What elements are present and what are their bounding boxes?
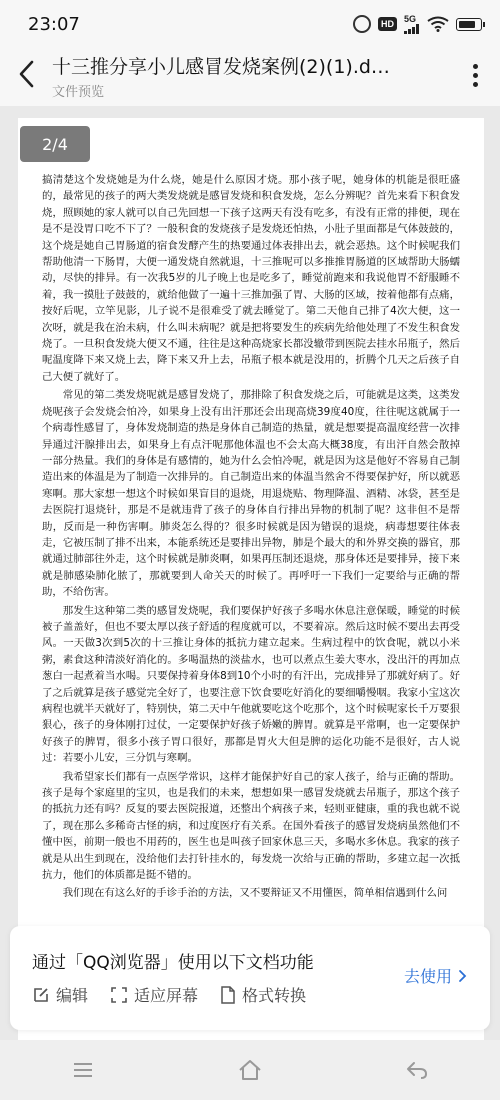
signal-bars-icon bbox=[404, 24, 420, 34]
hd-icon: HD bbox=[378, 17, 397, 31]
chevron-right-icon bbox=[458, 969, 468, 983]
system-nav-bar bbox=[0, 1040, 500, 1100]
paragraph: 那发生这种第二类的感冒发烧呢，我们要保护好孩子多喝水休息注意保暖，睡觉的时候被子盖盖好，但也不要太厚以孩子舒适的程度就可以，不要着凉。然后这时候不要出去再受风。一天做3次到5次的十三推让身体的抵抗力建立起来。生病过程中的饮食呢，就以小米粥，素食这种清淡好消化的。多喝温热的淡盐水，也可以煮点生姜大枣水，没出汗的再加点葱白一起煮着当水喝。只要保持着身体8到10个小时的有汗出，完成排异了那就好病了。好了之后就算是孩子感觉完全好了，也要注意下饮食要吃好消化的要细嚼慢咽。我家小宝这次病程也就半天就好了，特别快，第二天中午他就要吃这个吃那个，这个时候呢家长千万要狠狠心，孩子的身体刚打过仗，一定要保护好孩子娇嫩的脾胃。就算是平常啊，也一定要保护好孩子的脾胃，很多小孩子胃口很好，那都是胃火大但是脾的运化功能不是很好，古人说过：若要小儿安，三分饥与寒啊。 bbox=[42, 604, 460, 765]
qq-browser-banner[interactable] bbox=[10, 926, 490, 1030]
status-time: 23:07 bbox=[28, 14, 80, 35]
signal-5g-icon bbox=[404, 15, 420, 34]
status-icons bbox=[353, 14, 482, 34]
paragraph: 搞清楚这个发烧她是为什么烧，她是什么原因才烧。那小孩子呢，她身体的机能是很旺盛的，最常见的孩子的两大类发烧就是感冒发烧和积食发烧，怎么分辨呢？首先来看下积食发烧，照顾她的家人就可以自己先回想一下孩子这两天有没有吃多，有没有正常的排便，现在是不是没胃口吃不下了？一般积食的发烧孩子是发烧还怕热，小肚子里面都是气体鼓鼓的，这个烧是她自己胃肠道的宿食发酵产生的热要通过体表排出去，就会恶热。这个时候呢我们帮助他清一下肠胃，大便一通发烧自然就退，十三推呢可以多推推胃肠道的区域帮助大肠蠕动，尽快的排异。有一次我5岁的儿子晚上也是吃多了，睡觉前跑来和我说他胃不舒服睡不着，我一摸肚子鼓鼓的，就给他做了一遍十三推加强了胃、大肠的区域，按着他都有点痛，按好后呢，立竿见影，儿子说不是很难受了就去睡觉了。第二天他自己排了4次大便，这一次呀，就是我在治未病，什么叫未病呢？就是把将要发生的疾病先给他处理了不发生积食发烧了。一旦积食发烧大便又不通，往往是这种高烧家长都没辙带到医院去挂水吊瓶子，然后呢温度降下来又烧上去，降下来又升上去，吊瓶子根本就是没用的，折腾个几天之后孩子自己大便了就好了。 bbox=[42, 174, 460, 383]
menu-icon bbox=[72, 1061, 94, 1079]
file-convert-icon bbox=[220, 986, 236, 1004]
more-dot-icon bbox=[473, 82, 478, 87]
paragraph: 我希望家长们都有一点医学常识，这样才能保护好自己的家人孩子，给与正确的帮助。孩子是每个家庭里的宝贝，也是我们的未来，想想如果一感冒发烧就去吊瓶子，那这个孩子的抵抗力还有吗？反复的要去医院报道，还整出个病孩子来，轻则亚健康，重的我也就不说了，现在那么多稀奇古怪的病，和过度医疗有关系。在国外看孩子的感冒发烧病虽然他们不懂中医，前期一般也不用药的，医生也是叫孩子回家休息三天，多喝水多休息。我家的孩子就是从出生到现在，没给他们去打针挂水的，每发烧一次给与正确的帮助，多建立起一次抵抗力，他们的体质都是挺不错的。 bbox=[42, 770, 460, 882]
system-back-button[interactable] bbox=[397, 1050, 437, 1090]
title-bar bbox=[0, 46, 500, 106]
paragraph: 常见的第二类发烧呢就是感冒发烧了，那排除了积食发烧之后，可能就是这类，这类发烧呢孩子会发烧会怕冷，如果身上没有出汗那还会出现高烧39度40度，往往呢这就属于一个病毒性感冒了，身体发烧制造的热是身体自己制造的热量，就是想要提高温度经营一次排异通过汗腺排出去，如果身上有点汗呢那他体温也不会太高大概38度，有出汗自然会散掉一部分热量。我们的身体是有感情的，她为什么会怕冷呢，就是因为这是他好不容易自己制造出来的体温是为了制造一次排异的。自己制造出来的体温当然舍不得要保护好，所以就恶寒啊。那大家想一想这个时候如果盲目的退烧，用退烧贴、物理降温、酒精、冰袋，甚至是去医院打退烧针，那是不是就违背了孩子的身体自行排出异物的机制了呢？这非但不是帮助，反而是一种伤害啊。肺炎怎么得的？很多时候就是因为错误的退烧，病毒想要往体表走，它被压制了排不出来，本能系统还是要排出异物，肺是个最大的和外界交换的器官，那就通过肺部往外走，这个时候就是肺炎啊，如果再压制还退烧，那身体还是要排异，接下来就是肺感染肺化脓了，那就要到人命关天的时候了。再呼吁一下我们一定要给与正确的帮助，不给伤害。 bbox=[42, 389, 460, 599]
go-use-button[interactable] bbox=[404, 964, 468, 987]
wifi-icon bbox=[427, 16, 449, 32]
page-indicator: 2/4 bbox=[20, 126, 90, 162]
battery-icon bbox=[456, 18, 482, 31]
home-icon bbox=[238, 1059, 262, 1081]
fit-screen-action[interactable] bbox=[110, 983, 198, 1006]
paragraph: 我们现在有这么好的手诊手治的方法，又不要辩证又不用懂医，简单相信遇到什么问 bbox=[62, 887, 448, 900]
edit-action-label: 编辑 bbox=[56, 986, 89, 1005]
back-button[interactable] bbox=[14, 56, 42, 92]
format-convert-action-label: 格式转换 bbox=[242, 986, 307, 1005]
edit-action[interactable] bbox=[32, 983, 88, 1006]
more-options-button[interactable] bbox=[473, 64, 478, 87]
status-bar bbox=[0, 0, 500, 46]
page-title: 十三推分享小儿感冒发烧案例(2)(1).d… bbox=[52, 56, 390, 78]
page-subtitle: 文件预览 bbox=[52, 85, 105, 100]
back-icon bbox=[405, 1060, 429, 1080]
fit-screen-icon bbox=[110, 986, 128, 1004]
more-dot-icon bbox=[473, 64, 478, 69]
edit-icon bbox=[32, 986, 50, 1004]
home-button[interactable] bbox=[230, 1050, 270, 1090]
go-use-label: 去使用 bbox=[403, 967, 452, 986]
more-dot-icon bbox=[473, 73, 478, 78]
document-text bbox=[42, 172, 460, 904]
banner-title: 通过「QQ浏览器」使用以下文档功能 bbox=[32, 953, 314, 973]
chevron-left-icon bbox=[14, 56, 42, 92]
network-label: 5G bbox=[404, 13, 417, 24]
banner-actions bbox=[32, 983, 306, 1006]
notification-circle-icon bbox=[353, 15, 371, 33]
fit-screen-action-label: 适应屏幕 bbox=[134, 986, 199, 1005]
format-convert-action[interactable] bbox=[220, 983, 306, 1006]
menu-button[interactable] bbox=[63, 1050, 103, 1090]
